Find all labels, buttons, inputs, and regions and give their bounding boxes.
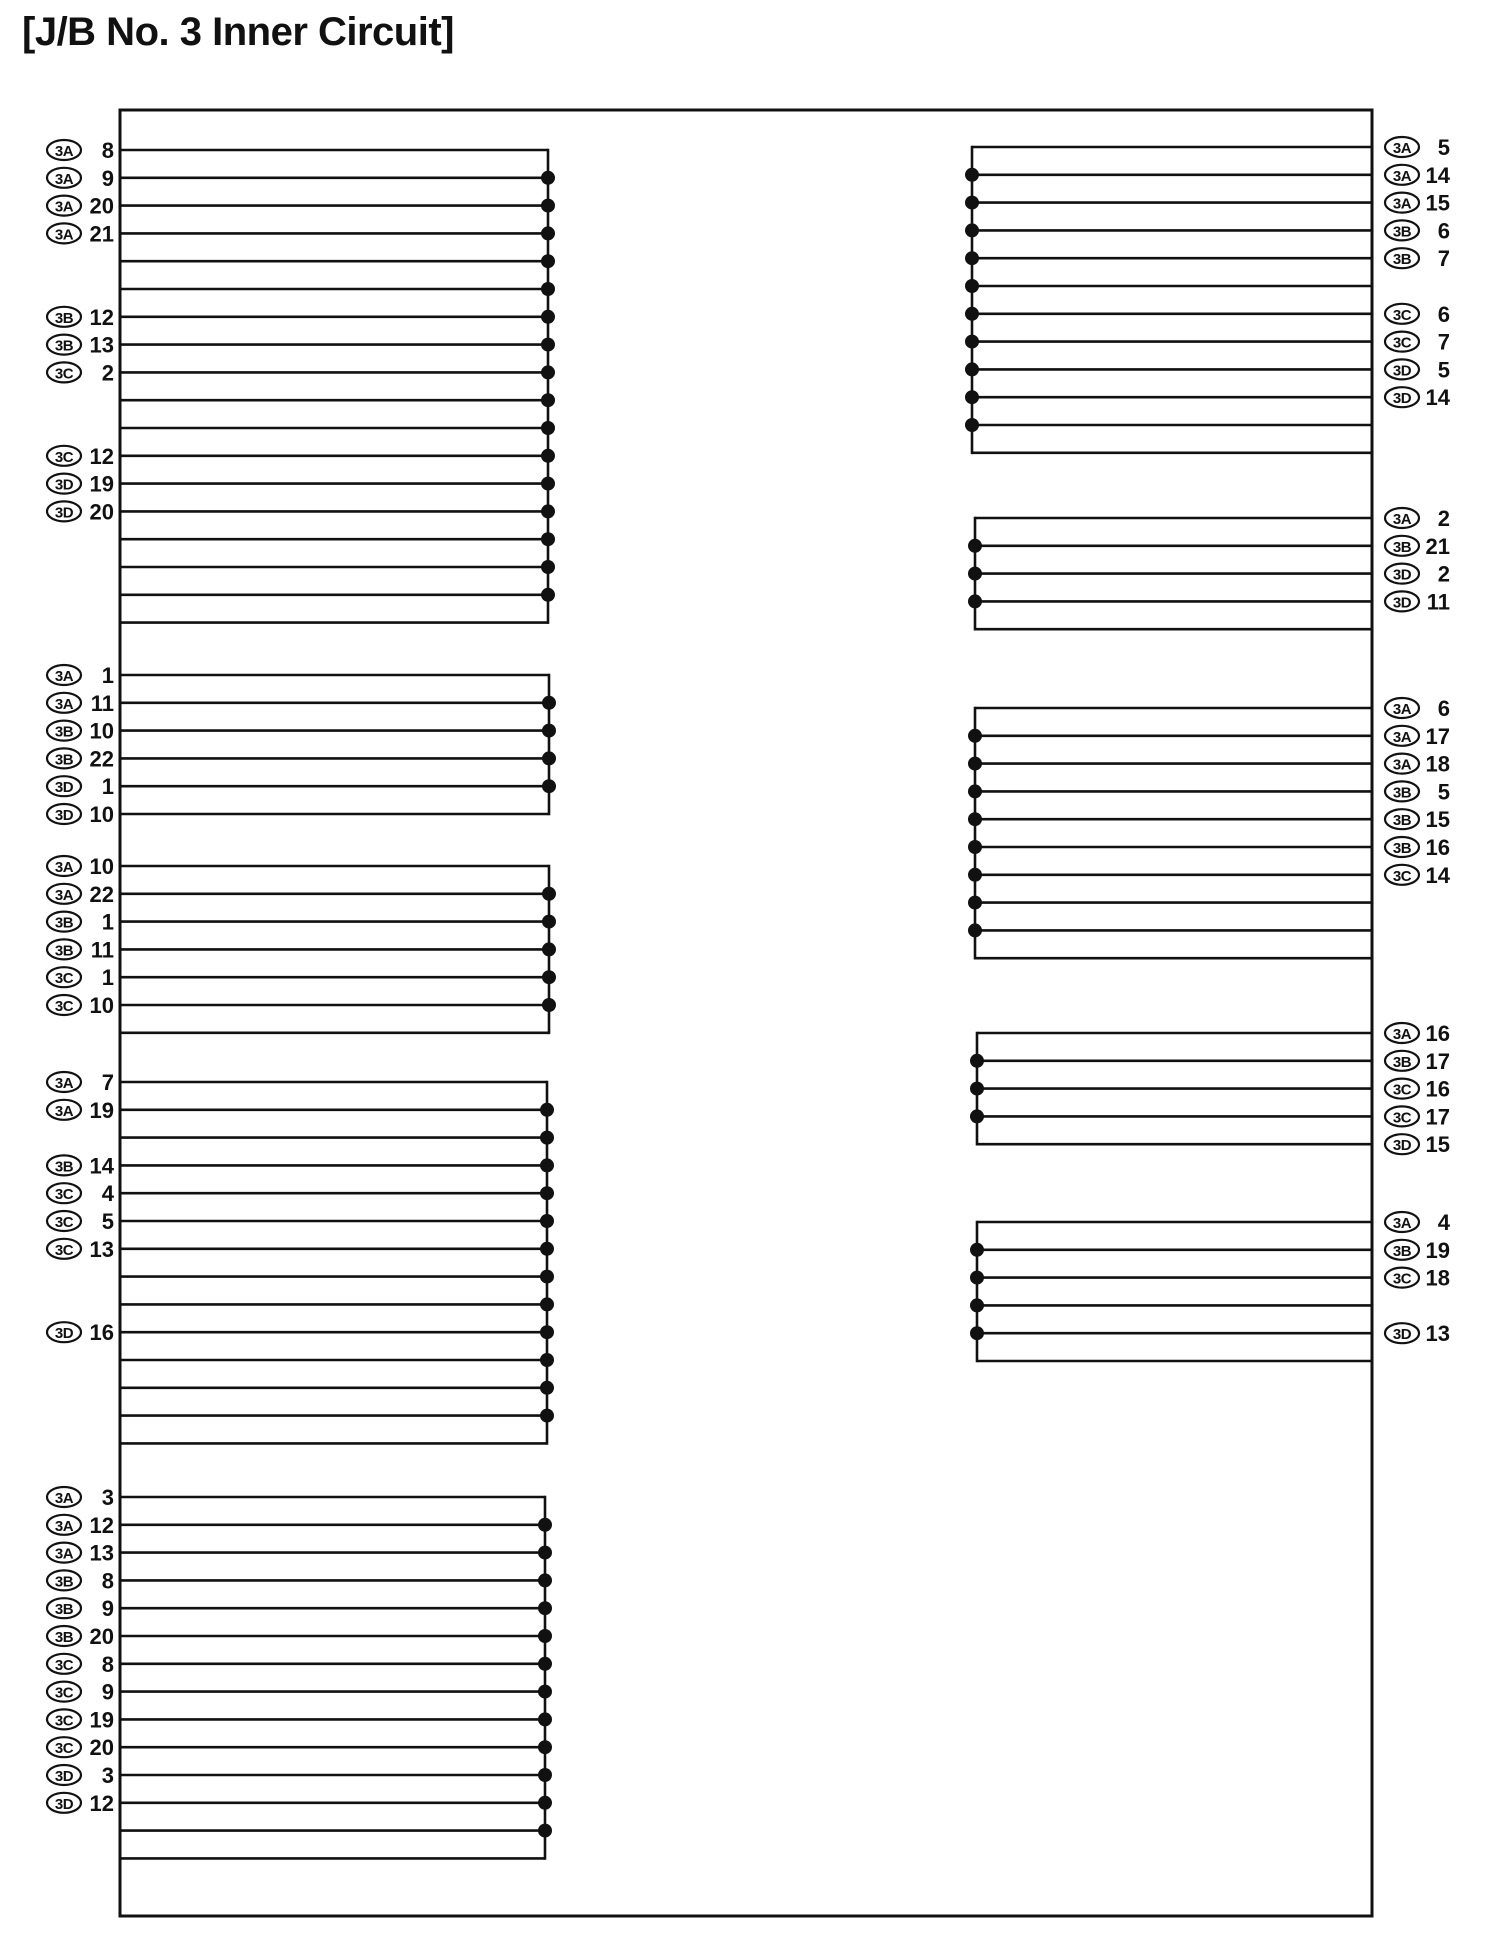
pin-label-right-1-1 [1385, 534, 1450, 559]
junction-dot [541, 171, 555, 185]
pin-label-left-4-7 [47, 1680, 114, 1705]
pin-number: 17 [1425, 1048, 1450, 1074]
pin-label-left-3-9 [47, 1320, 114, 1345]
junction-dot [542, 751, 556, 765]
junction-dot [541, 393, 555, 407]
pin-label-right-2-3 [1385, 779, 1450, 804]
pin-number: 5 [1437, 779, 1450, 805]
junction-dot [540, 1381, 554, 1395]
pin-label-left-2-3 [47, 937, 114, 962]
connector-id: 3D [1392, 1137, 1412, 1155]
pin-number: 16 [1425, 835, 1450, 860]
junction-dot [540, 1242, 554, 1256]
pin-number: 20 [89, 1624, 114, 1649]
connector-id: 3C [54, 1656, 74, 1674]
pin-label-left-2-0 [47, 854, 114, 879]
pin-label-left-0-1 [47, 166, 114, 191]
pin-label-right-4-4 [1385, 1321, 1450, 1346]
right-circuit-group [970, 1221, 1372, 1363]
junction-dot [541, 504, 555, 518]
pin-number: 10 [89, 854, 114, 879]
junction-dot [542, 724, 556, 738]
connector-id: 3C [54, 1214, 74, 1231]
pin-number: 13 [89, 1540, 114, 1566]
pin-number: 2 [1437, 561, 1450, 587]
pin-number: 22 [89, 881, 114, 907]
connector-id: 3D [1392, 362, 1412, 380]
pin-number: 16 [1425, 1021, 1450, 1046]
junction-dot [542, 915, 556, 929]
junction-dot [970, 1054, 984, 1068]
junction-dot [968, 896, 982, 910]
pin-label-left-1-4 [47, 774, 114, 799]
pin-label-right-0-1 [1385, 163, 1451, 188]
connector-id: 3B [54, 1573, 74, 1591]
pin-label-right-1-0 [1385, 506, 1450, 531]
connector-id: 3B [54, 337, 74, 355]
pin-number: 19 [1425, 1237, 1450, 1263]
connector-id: 3B [54, 942, 74, 960]
connector-id: 3D [54, 779, 74, 797]
right-circuit-group [968, 707, 1372, 960]
junction-dot [542, 970, 556, 984]
connector-id: 3A [54, 668, 74, 685]
junction-dot [540, 1353, 554, 1367]
pin-label-left-1-1 [47, 691, 114, 716]
pin-label-right-0-2 [1385, 191, 1450, 216]
pin-number: 18 [1425, 1265, 1450, 1291]
junction-dot [541, 588, 555, 602]
connector-id: 3B [1392, 812, 1412, 830]
connector-id: 3A [1392, 1026, 1412, 1043]
connector-id: 3D [54, 1795, 74, 1813]
connector-id: 3C [54, 448, 74, 466]
connector-id: 3C [1392, 334, 1412, 352]
pin-number: 4 [101, 1181, 114, 1207]
connector-id: 3C [54, 970, 74, 988]
pin-number: 19 [89, 1707, 114, 1733]
junction-dot [968, 567, 982, 581]
pin-number: 22 [89, 746, 114, 772]
junction-dot [540, 1158, 554, 1172]
connector-id: 3D [1392, 566, 1412, 584]
pin-label-right-3-2 [1385, 1077, 1450, 1102]
connector-id: 3B [54, 751, 74, 769]
junction-dot [540, 1103, 554, 1117]
pin-label-left-4-11 [47, 1791, 114, 1816]
pin-label-left-2-5 [47, 993, 114, 1018]
pin-label-right-2-5 [1385, 835, 1450, 860]
connector-id: 3D [54, 1325, 74, 1343]
pin-label-right-4-2 [1385, 1266, 1450, 1291]
junction-dot [968, 784, 982, 798]
pin-number: 12 [89, 304, 114, 330]
pin-label-right-3-3 [1385, 1104, 1450, 1129]
connector-id: 3B [1392, 251, 1412, 269]
connector-id: 3B [1392, 1053, 1412, 1071]
junction-dot [965, 418, 979, 432]
pin-label-left-3-4 [47, 1181, 115, 1206]
connector-id: 3C [54, 1186, 74, 1204]
junction-dot [968, 539, 982, 553]
junction-dot [968, 757, 982, 771]
junction-dot [538, 1629, 552, 1643]
pin-number: 9 [101, 1679, 114, 1705]
pin-number: 14 [1425, 385, 1450, 411]
pin-label-right-2-4 [1385, 807, 1450, 832]
connector-id: 3A [54, 886, 74, 904]
pin-label-left-0-0 [47, 138, 114, 163]
pin-number: 13 [89, 332, 114, 358]
pin-number: 1 [101, 909, 114, 935]
connector-id: 3A [54, 170, 74, 188]
junction-dot [965, 223, 979, 237]
pin-label-left-4-3 [47, 1568, 114, 1593]
diagram-title: [J/B No. 3 Inner Circuit] [22, 10, 454, 54]
pin-number: 20 [89, 1735, 114, 1761]
connector-id: 3C [54, 1241, 74, 1259]
pin-number: 8 [101, 1568, 114, 1594]
junction-dot [965, 390, 979, 404]
pin-label-left-0-6 [47, 305, 114, 330]
pin-label-left-3-5 [47, 1209, 114, 1234]
right-circuit-group [970, 1032, 1372, 1146]
pin-number: 4 [1437, 1210, 1450, 1235]
pin-number: 15 [1425, 190, 1450, 216]
pin-number: 1 [101, 663, 114, 688]
pin-label-right-1-3 [1385, 589, 1450, 614]
connector-id: 3A [1392, 756, 1412, 774]
pin-label-left-4-2 [47, 1541, 114, 1566]
pin-number: 15 [1425, 1132, 1450, 1158]
junction-dot [538, 1518, 552, 1532]
junction-dot [970, 1326, 984, 1340]
pin-number: 13 [89, 1236, 114, 1262]
pin-label-right-0-9 [1385, 385, 1451, 410]
pin-number: 10 [89, 802, 114, 827]
connector-id: 3B [54, 723, 74, 741]
junction-dot [970, 1243, 984, 1257]
connector-id: 3B [54, 914, 74, 932]
connector-id: 3B [1392, 840, 1412, 857]
pin-label-left-4-5 [47, 1624, 114, 1649]
pin-label-left-0-7 [47, 333, 114, 358]
connector-id: 3D [54, 476, 74, 494]
connector-id: 3A [1392, 728, 1412, 746]
pin-label-left-0-3 [47, 221, 114, 246]
pin-label-right-2-6 [1385, 863, 1451, 888]
pin-label-right-2-1 [1385, 724, 1450, 749]
junction-dot [538, 1601, 552, 1615]
pin-number: 9 [101, 1596, 114, 1622]
connector-id: 3A [54, 198, 74, 216]
junction-dot [538, 1657, 552, 1671]
pin-number: 6 [1437, 696, 1450, 721]
pin-number: 10 [89, 718, 114, 744]
junction-dot [541, 449, 555, 463]
junction-dot [968, 594, 982, 608]
pin-label-left-0-2 [47, 194, 114, 219]
pin-number: 14 [1425, 162, 1450, 188]
junction-dot [541, 199, 555, 213]
connector-id: 3D [54, 504, 74, 522]
pin-label-left-2-4 [47, 965, 114, 990]
junction-dot [965, 196, 979, 210]
pin-number: 15 [1425, 807, 1450, 833]
left-circuit-group [120, 1081, 554, 1445]
pin-number: 20 [89, 499, 114, 525]
connector-id: 3A [1392, 167, 1412, 185]
pin-number: 1 [101, 774, 114, 800]
connector-id: 3B [1392, 223, 1412, 241]
pin-label-left-1-5 [47, 802, 114, 827]
pin-number: 7 [1437, 246, 1450, 272]
junction-dot [965, 251, 979, 265]
pin-number: 5 [1437, 357, 1450, 383]
left-circuit-group [120, 865, 556, 1034]
junction-dot [541, 226, 555, 240]
pin-number: 19 [89, 471, 114, 497]
pin-number: 12 [89, 443, 114, 469]
connector-id: 3A [54, 859, 74, 876]
junction-dot [538, 1685, 552, 1699]
pin-label-left-3-0 [47, 1070, 114, 1095]
junction-dot [542, 779, 556, 793]
pin-number: 6 [1437, 301, 1450, 327]
pin-label-right-4-0 [1385, 1210, 1451, 1235]
junction-dot [541, 310, 555, 324]
connector-id: 3D [1392, 1326, 1412, 1344]
pin-number: 21 [89, 221, 114, 247]
pin-label-right-1-2 [1385, 562, 1450, 587]
pin-number: 11 [90, 690, 114, 716]
junction-dot [538, 1768, 552, 1782]
junction-dot [540, 1325, 554, 1339]
pin-number: 21 [1425, 533, 1450, 559]
junction-dot [970, 1109, 984, 1123]
pin-number: 1 [101, 965, 114, 991]
pin-number: 9 [101, 165, 114, 191]
pin-label-right-3-0 [1385, 1021, 1450, 1046]
junction-dot [965, 279, 979, 293]
junction-dot [965, 307, 979, 321]
pin-label-left-1-3 [47, 746, 114, 771]
junction-dot [542, 998, 556, 1012]
pin-number: 8 [101, 138, 114, 163]
connector-id: 3A [1392, 195, 1412, 213]
junction-dot [540, 1186, 554, 1200]
junction-dot [970, 1298, 984, 1312]
junction-dot [538, 1573, 552, 1587]
connector-id: 3C [1392, 1270, 1412, 1288]
pin-number: 8 [101, 1651, 114, 1677]
connector-id: 3A [54, 1545, 74, 1563]
left-circuit-group [120, 149, 555, 624]
pin-number: 17 [1425, 723, 1450, 749]
junction-dot [965, 168, 979, 182]
connector-id: 3C [1392, 306, 1412, 324]
connector-id: 3A [54, 143, 74, 160]
pin-number: 11 [1426, 589, 1450, 615]
connector-id: 3C [1392, 1109, 1412, 1127]
connector-id: 3A [54, 695, 74, 713]
pin-label-right-2-2 [1385, 752, 1450, 777]
pin-number: 12 [89, 1512, 114, 1538]
pin-label-left-3-1 [47, 1098, 114, 1123]
junction-dot [968, 840, 982, 854]
junction-dot [540, 1297, 554, 1311]
junction-dot [540, 1131, 554, 1145]
connector-id: 3C [1392, 867, 1412, 885]
connector-id: 3A [1392, 701, 1412, 718]
pin-label-left-0-13 [47, 499, 114, 524]
pin-number: 14 [89, 1153, 114, 1179]
connector-id: 3D [1392, 594, 1412, 612]
pin-label-left-4-0 [47, 1485, 114, 1510]
connector-id: 3C [1392, 1081, 1412, 1099]
connector-id: 3B [54, 1158, 74, 1176]
pin-number: 5 [1437, 135, 1450, 160]
pin-number: 16 [1425, 1076, 1450, 1102]
junction-dot [538, 1824, 552, 1838]
pin-number: 3 [101, 1485, 114, 1510]
junction-dot [538, 1546, 552, 1560]
pin-label-right-0-6 [1385, 302, 1450, 327]
connector-id: 3C [54, 998, 74, 1015]
junction-dot [968, 729, 982, 743]
pin-number: 20 [89, 193, 114, 219]
pin-number: 13 [1425, 1321, 1450, 1347]
pin-label-left-4-6 [47, 1652, 114, 1677]
pin-label-right-3-4 [1385, 1132, 1450, 1157]
junction-block-frame [120, 110, 1372, 1916]
junction-dot [540, 1214, 554, 1228]
junction-dot [541, 477, 555, 491]
connector-id: 3C [54, 1712, 74, 1730]
junction-dot [970, 1082, 984, 1096]
pin-label-left-4-9 [47, 1735, 114, 1760]
junction-dot [541, 560, 555, 574]
connector-id: 3A [1392, 511, 1412, 528]
junction-dot [968, 923, 982, 937]
pin-label-left-1-2 [47, 719, 114, 744]
pin-number: 16 [89, 1320, 114, 1346]
connector-id: 3A [1392, 140, 1412, 157]
pin-number: 2 [1437, 506, 1450, 531]
pin-label-left-4-1 [47, 1513, 114, 1538]
junction-dot [968, 868, 982, 882]
connector-id: 3C [54, 365, 74, 383]
connector-id: 3D [54, 1768, 74, 1785]
junction-dot [541, 365, 555, 379]
connector-id: 3D [54, 807, 74, 824]
connector-id: 3B [1392, 784, 1412, 802]
pin-label-right-0-8 [1385, 357, 1450, 382]
junction-dot [541, 254, 555, 268]
pin-label-right-0-7 [1385, 330, 1450, 355]
junction-dot [970, 1271, 984, 1285]
pin-label-right-3-1 [1385, 1049, 1450, 1074]
pin-number: 19 [89, 1097, 114, 1123]
junction-dot [538, 1740, 552, 1754]
left-circuit-group [120, 1496, 552, 1860]
connector-id: 3B [54, 309, 74, 327]
pin-label-left-3-6 [47, 1237, 114, 1262]
pin-label-right-2-0 [1385, 696, 1450, 721]
connector-id: 3A [54, 1517, 74, 1535]
connector-id: 3A [54, 226, 74, 244]
junction-dot [542, 696, 556, 710]
pin-number: 17 [1425, 1104, 1450, 1130]
junction-dot [541, 282, 555, 296]
pin-number: 11 [90, 937, 114, 963]
pin-number: 18 [1425, 751, 1450, 777]
connector-id: 3D [1392, 390, 1412, 408]
junction-dot [542, 942, 556, 956]
pin-label-left-2-1 [47, 882, 114, 907]
connector-id: 3B [54, 1601, 74, 1619]
connector-id: 3A [54, 1490, 74, 1507]
pin-label-left-0-11 [47, 444, 114, 469]
left-circuit-group [120, 674, 556, 816]
right-circuit-group [965, 146, 1372, 454]
pin-number: 7 [1437, 329, 1450, 355]
right-circuit-group [968, 517, 1372, 631]
junction-dot [541, 532, 555, 546]
connector-id: 3A [54, 1075, 74, 1092]
connector-id: 3B [1392, 1242, 1412, 1260]
junction-dot [965, 362, 979, 376]
connector-id: 3C [54, 1740, 74, 1758]
connector-id: 3A [1392, 1215, 1412, 1232]
junction-dot [538, 1796, 552, 1810]
pin-label-left-4-8 [47, 1707, 114, 1732]
pin-number: 14 [1425, 862, 1450, 888]
pin-label-right-0-4 [1385, 246, 1450, 271]
pin-label-left-4-4 [47, 1596, 114, 1621]
junction-dot [542, 887, 556, 901]
junction-dot [541, 338, 555, 352]
pin-label-left-1-0 [47, 663, 114, 688]
connector-id: 3A [54, 1102, 74, 1120]
pin-label-right-0-0 [1385, 135, 1450, 160]
junction-dot [965, 335, 979, 349]
pin-label-left-3-3 [47, 1153, 115, 1178]
junction-dot [540, 1409, 554, 1423]
pin-number: 3 [101, 1763, 114, 1788]
pin-label-left-2-2 [47, 910, 114, 935]
pin-label-left-4-10 [47, 1763, 114, 1788]
pin-label-left-0-12 [47, 472, 114, 497]
pin-number: 6 [1437, 218, 1450, 244]
pin-number: 2 [101, 360, 114, 386]
pin-label-right-0-3 [1385, 218, 1450, 243]
pin-number: 7 [101, 1070, 114, 1095]
pin-number: 12 [89, 1790, 114, 1816]
pin-number: 5 [101, 1209, 114, 1234]
junction-dot [541, 421, 555, 435]
junction-dot [540, 1270, 554, 1284]
junction-dot [968, 812, 982, 826]
connector-id: 3B [54, 1629, 74, 1646]
connector-id: 3B [1392, 538, 1412, 556]
pin-number: 10 [89, 993, 114, 1018]
pin-label-left-0-8 [47, 360, 114, 385]
pin-label-right-4-1 [1385, 1238, 1450, 1263]
connector-id: 3C [54, 1684, 74, 1702]
junction-dot [538, 1712, 552, 1726]
